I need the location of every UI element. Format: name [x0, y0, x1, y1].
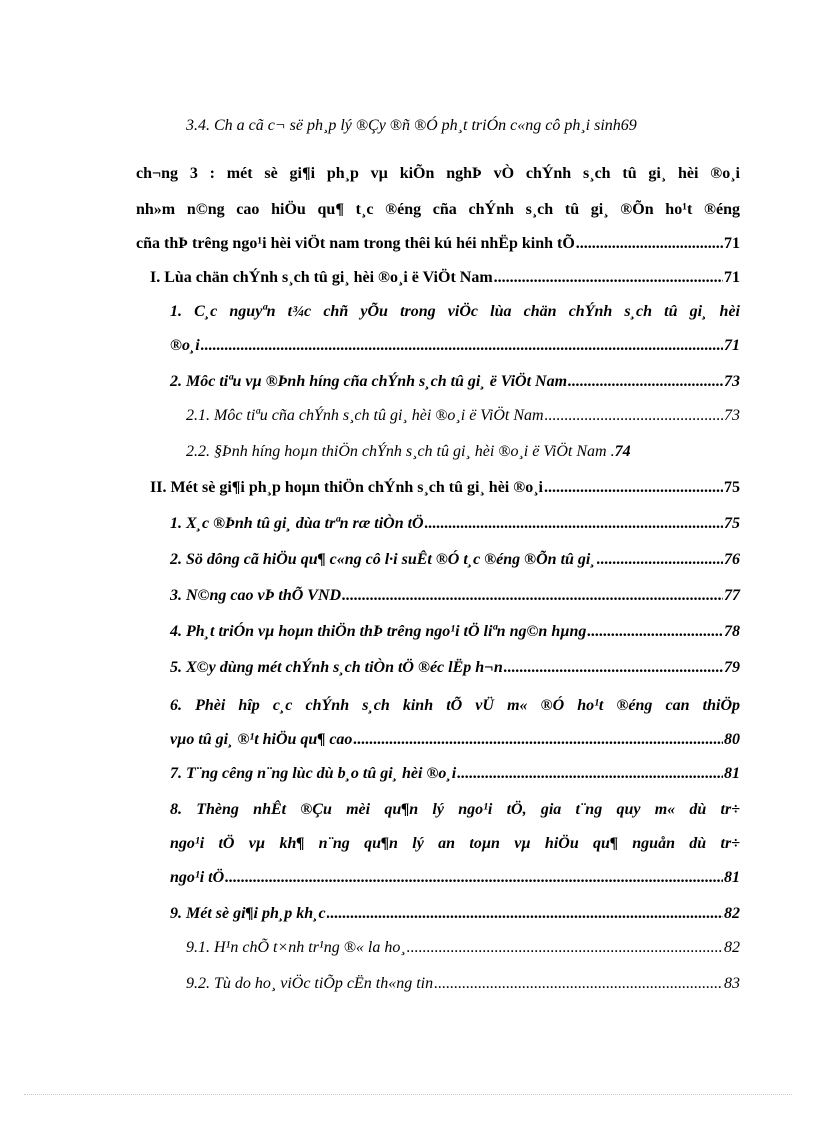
toc-chapter-3-line-3: cña thÞ trêng ngo¹i hèi viÖt nam trong thêi kú héi nhËp kinh tÕ ..... 71: [136, 234, 740, 254]
leader-dots: [225, 868, 723, 888]
toc-item-II-8-line-2: ngo¹i tÖ vµ kh¶ n¨ng qu¶n lý an toµn vµ hiÖu qu¶ nguån dù tr÷: [170, 835, 740, 852]
toc-page-number: 82: [724, 939, 740, 956]
leader-dots: [587, 622, 723, 642]
toc-page-number: 74: [614, 443, 631, 460]
toc-page-number: 79: [724, 659, 740, 676]
toc-page-number: 73: [724, 407, 740, 424]
leader-dots: [425, 514, 723, 534]
toc-page-number: 76: [724, 551, 740, 568]
toc-item-II-7: 7. T¨ng cêng n¨ng lùc dù b¸o tû gi¸ hèi ®o¸i ..... 81: [170, 764, 740, 784]
toc-item-II-9: 9. Mét sè gi¶i ph¸p kh¸c ..... 82: [170, 904, 740, 924]
toc-chapter-3-line-1: ch¬ng 3 : mét sè gi¶i ph¸p vµ kiÕn nghÞ vÒ chÝnh s¸ch tû gi¸ hèi ®o¸i: [136, 165, 740, 182]
leader-dots: [504, 658, 723, 678]
toc-section-II: II. Mét sè gi¶i ph¸p hoµn thiÖn chÝnh s¸ch tû gi¸ hèi ®o¸i ..... 75: [150, 478, 740, 498]
toc-page-number: 80: [724, 731, 740, 748]
leader-dots: [568, 372, 723, 392]
leader-dots: [576, 234, 723, 254]
leader-dots: [494, 268, 723, 288]
toc-entry-3-4: [186, 116, 637, 136]
toc-page-number: 73: [724, 373, 740, 390]
toc-page-number: 78: [724, 623, 740, 640]
toc-item-II-6-line-2: vµo tû gi¸ ®¹t hiÖu qu¶ cao ..... 80: [170, 730, 740, 750]
toc-item-I-2: 2. Môc tiªu vµ ®Þnh híng cña chÝnh s¸ch tû gi¸ ë ViÖt Nam ..... 73: [170, 372, 740, 392]
leader-dots: [342, 586, 723, 606]
toc-page-number: 75: [724, 515, 740, 532]
toc-page-number: 82: [724, 905, 740, 922]
page-bottom-border: [24, 1094, 792, 1095]
toc-item-II-8-line-3: ngo¹i tÖ ..... 81: [170, 868, 740, 888]
leader-dots: [544, 478, 723, 498]
toc-chapter-3-line-2: nh»m n©ng cao hiÖu qu¶ t¸c ®éng cña chÝnh s¸ch tû gi¸ ®Õn ho¹t ®éng: [136, 201, 740, 218]
toc-entry-text: 3.4. Ch a cã c¬ së ph¸p lý ®Çy ®ñ ®Ó ph¸t triÓn c«ng cô ph¸i sinh: [186, 117, 621, 134]
toc-item-I-1-line-1: 1. C¸c nguyªn t¾c chñ yÕu trong viÖc lùa chän chÝnh s¸ch tû gi¸ hèi: [170, 303, 740, 320]
toc-item-II-1: 1. X¸c ®Þnh tû gi¸ dùa trªn ræ tiÒn tÖ ..... 75: [170, 514, 740, 534]
toc-page-number: 71: [724, 337, 740, 354]
leader-dots: [407, 938, 723, 958]
toc-page-number: 75: [724, 479, 740, 496]
toc-page-number: 83: [724, 975, 740, 992]
toc-item-9-1: 9.1. H¹n chÕ t×nh tr¹ng ®« la ho¸ ..... 82: [186, 938, 740, 958]
toc-item-II-8-line-1: 8. Thèng nhÊt ®Çu mèi qu¶n lý ngo¹i tÖ, gia t¨ng quy m« dù tr÷: [170, 801, 740, 818]
toc-section-I: I. Lùa chän chÝnh s¸ch tû gi¸ hèi ®o¸i ë ViÖt Nam ..... 71: [150, 268, 740, 288]
toc-item-II-2: 2. Sö dông cã hiÖu qu¶ c«ng cô l·i suÊt ®Ó t¸c ®éng ®Õn tû gi¸ ..... 76: [170, 550, 740, 570]
leader-dots: [597, 550, 723, 570]
toc-item-II-6-line-1: 6. Phèi hîp c¸c chÝnh s¸ch kinh tÕ vÜ m« ®Ó ho¹t ®éng can thiÖp: [170, 697, 740, 714]
toc-item-II-3: 3. N©ng cao vÞ thÕ VND ..... 77: [170, 586, 740, 606]
toc-page-number: 71: [724, 235, 740, 252]
toc-item-II-4: 4. Ph¸t triÓn vµ hoµn thiÖn thÞ trêng ngo¹i tÖ liªn ng©n hµng ..... 78: [170, 622, 740, 642]
leader-dots: [545, 406, 723, 426]
leader-dots: [353, 730, 723, 750]
toc-item-9-2: 9.2. Tù do ho¸ viÖc tiÕp cËn th«ng tin ..... 83: [186, 974, 740, 994]
toc-page-number: 81: [724, 869, 740, 886]
leader-dots: [327, 904, 723, 924]
toc-item-I-1-line-2: ®o¸i ..... 71: [170, 336, 740, 356]
leader-dots: [457, 764, 723, 784]
toc-item-II-5: 5. X©y dùng mét chÝnh s¸ch tiÒn tÖ ®éc lËp h¬n ..... 79: [170, 658, 740, 678]
toc-page-number: 69: [620, 117, 637, 134]
leader-dots: [434, 974, 723, 994]
toc-item-2-2: 2.2. §Þnh híng hoµn thiÖn chÝnh s¸ch tû gi¸ hèi ®o¸i ë ViÖt Nam . 74: [186, 443, 631, 460]
toc-item-2-1: 2.1. Môc tiªu cña chÝnh s¸ch tû gi¸ hèi ®o¸i ë ViÖt Nam ..... 73: [186, 406, 740, 426]
leader-dots: [201, 336, 723, 356]
toc-page-number: 81: [724, 765, 740, 782]
toc-page-number: 71: [724, 269, 740, 286]
toc-page-number: 77: [724, 587, 740, 604]
